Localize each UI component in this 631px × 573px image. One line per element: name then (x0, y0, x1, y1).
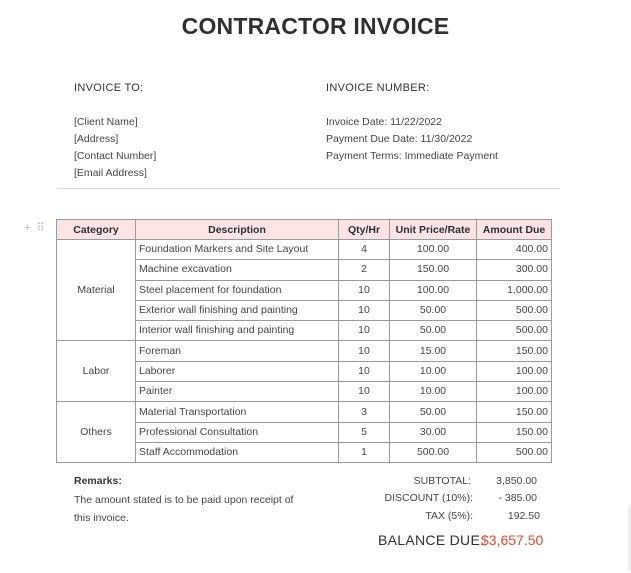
discount-value: - 385.00 (498, 492, 537, 504)
row-amount: 500.00 (477, 321, 552, 341)
row-description: Steel placement for foundation (136, 280, 339, 300)
client-address: [Address] (74, 133, 119, 145)
header-description: Description (136, 220, 339, 240)
invoice-number-label: INVOICE NUMBER: (326, 82, 430, 94)
row-rate: 50.00 (390, 321, 477, 341)
row-amount: 150.00 (477, 402, 552, 422)
row-amount: 100.00 (477, 361, 552, 381)
row-rate: 10.00 (390, 382, 477, 402)
row-description: Foundation Markers and Site Layout (136, 240, 339, 260)
row-description: Laborer (136, 361, 339, 381)
row-description: Interior wall finishing and painting (136, 321, 339, 341)
payment-due-date: Payment Due Date: 11/30/2022 (326, 133, 473, 145)
row-qty: 1 (339, 442, 390, 462)
balance-due-value: $3,657.50 (481, 532, 544, 548)
tax-value: 192.50 (507, 510, 540, 522)
table-row (57, 402, 552, 422)
row-rate: 500.00 (390, 442, 477, 462)
row-rate: 15.00 (390, 341, 477, 361)
remarks-title: Remarks: (74, 475, 122, 487)
tax-label: TAX (5%): (425, 510, 473, 522)
header-qty: Qty/Hr (339, 220, 390, 240)
row-rate: 30.00 (390, 422, 477, 442)
invoice-date: Invoice Date: 11/22/2022 (326, 116, 442, 128)
row-qty: 10 (339, 321, 390, 341)
remarks-text (74, 491, 329, 527)
client-contact: [Contact Number] (74, 150, 157, 162)
row-qty: 10 (339, 361, 390, 381)
row-description: Professional Consultation (136, 422, 339, 442)
row-description: Staff Accommodation (136, 442, 339, 462)
table-row (57, 240, 552, 260)
plus-icon[interactable]: + (24, 222, 31, 234)
header-unit-price: Unit Price/Rate (390, 220, 477, 240)
client-email: [Email Address] (74, 167, 147, 179)
row-amount: 150.00 (477, 341, 552, 361)
row-description: Material Transportation (136, 402, 339, 422)
row-description: Exterior wall finishing and painting (136, 300, 339, 320)
row-amount: 1,000.00 (477, 280, 552, 300)
invoice-items-table (56, 219, 552, 463)
discount-label: DISCOUNT (10%): (384, 492, 473, 504)
subtotal-value: 3,850.00 (496, 475, 537, 487)
category-labor: Labor (57, 341, 136, 402)
row-amount: 300.00 (477, 260, 552, 280)
row-rate: 10.00 (390, 361, 477, 381)
category-material: Material (57, 240, 136, 341)
row-description: Painter (136, 382, 339, 402)
row-description: Machine excavation (136, 260, 339, 280)
row-qty: 3 (339, 402, 390, 422)
table-header-row (57, 220, 552, 240)
drag-handle-icon[interactable]: ⠿ (36, 222, 45, 234)
row-rate: 50.00 (390, 300, 477, 320)
row-amount: 400.00 (477, 240, 552, 260)
payment-terms: Payment Terms: Immediate Payment (326, 150, 498, 162)
header-amount-due: Amount Due (477, 220, 552, 240)
row-qty: 5 (339, 422, 390, 442)
row-qty: 2 (339, 260, 390, 280)
invoice-title: CONTRACTOR INVOICE (181, 13, 450, 39)
invoice-to-label: INVOICE TO: (74, 82, 144, 94)
remarks-line: this invoice. (74, 512, 129, 524)
remarks-line: The amount stated is to be paid upon receipt of (74, 494, 294, 506)
row-amount: 100.00 (477, 382, 552, 402)
row-amount: 500.00 (477, 442, 552, 462)
row-controls[interactable] (24, 221, 51, 234)
subtotal-label: SUBTOTAL: (413, 475, 471, 487)
row-amount: 500.00 (477, 300, 552, 320)
divider (57, 188, 560, 189)
row-rate: 50.00 (390, 402, 477, 422)
row-qty: 10 (339, 300, 390, 320)
header-category: Category (57, 220, 136, 240)
row-amount: 150.00 (477, 422, 552, 442)
row-qty: 10 (339, 280, 390, 300)
row-qty: 10 (339, 341, 390, 361)
row-description: Foreman (136, 341, 339, 361)
row-rate: 100.00 (390, 280, 477, 300)
row-qty: 10 (339, 382, 390, 402)
balance-due-label: BALANCE DUE: (378, 532, 485, 548)
table-row (57, 341, 552, 361)
row-rate: 100.00 (390, 240, 477, 260)
row-qty: 4 (339, 240, 390, 260)
category-others: Others (57, 402, 136, 463)
row-rate: 150.00 (390, 260, 477, 280)
client-name: [Client Name] (74, 116, 138, 128)
